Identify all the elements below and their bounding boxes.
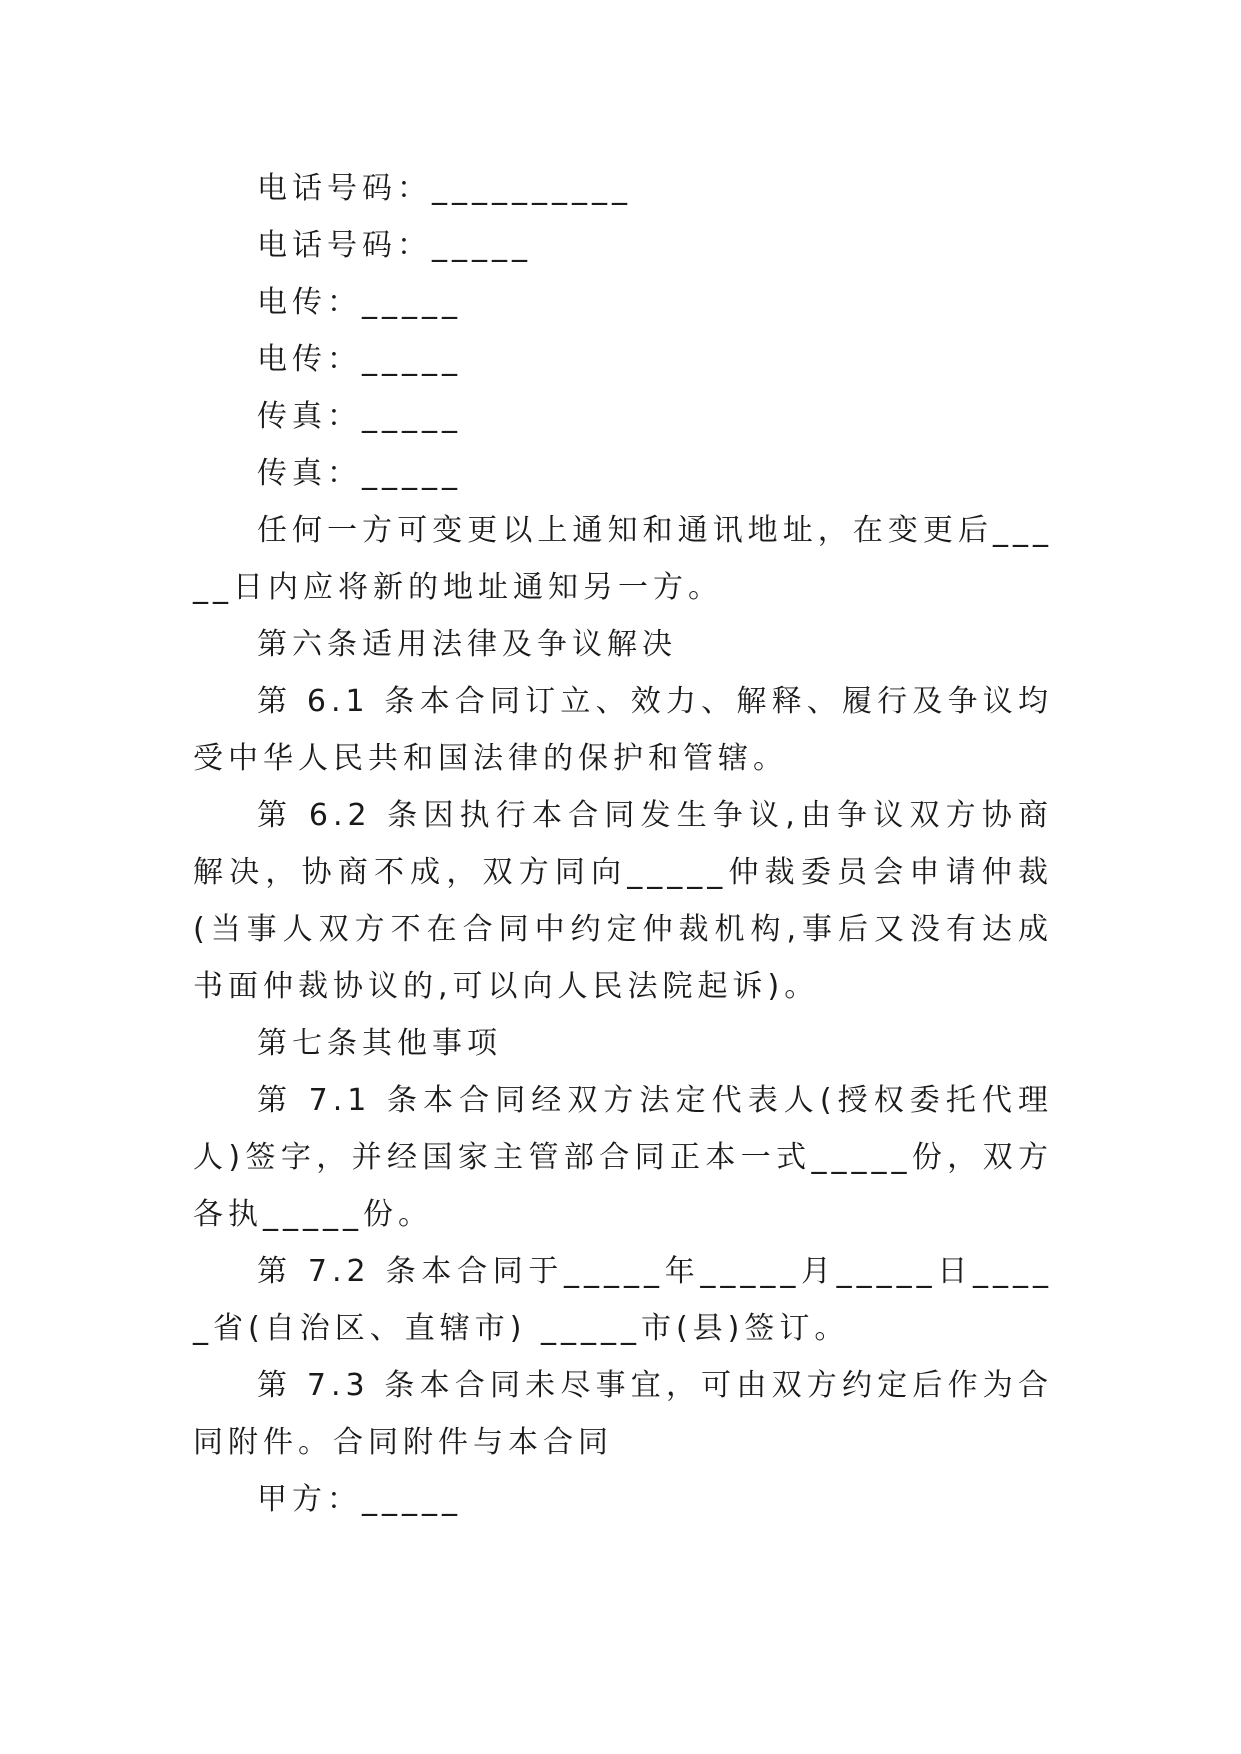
article-7-heading: 第七条其他事项: [257, 1026, 502, 1061]
clause-6-1: 第 6.1 条本合同订立、效力、解释、履行及争议均受中华人民共和国法律的保护和管辖。: [193, 684, 1053, 776]
clause-7-3: 第 7.3 条本合同未尽事宜，可由双方约定后作为合同附件。合同附件与本合同: [193, 1368, 1053, 1460]
phone-number-line: 电话号码：__________: [257, 171, 632, 206]
article-6-heading: 第六条适用法律及争议解决: [257, 627, 677, 662]
clause-7-1: 第 7.1 条本合同经双方法定代表人(授权委托代理人)签字，并经国家主管部合同正本一式_____份，双方各执_____份。: [193, 1083, 1053, 1232]
address-change-paragraph: 任何一方可变更以上通知和通讯地址，在变更后_____日内应将新的地址通知另一方。: [193, 513, 1053, 605]
telex-line: 电传：_____: [257, 342, 462, 377]
telex-line: 电传：_____: [257, 285, 462, 320]
clause-6-2: 第 6.2 条因执行本合同发生争议,由争议双方协商解决，协商不成，双方同向_____仲裁委员会申请仲裁(当事人双方不在合同中约定仲裁机构,事后又没有达成书面仲裁协议的,可以向人民法院起诉)。: [193, 798, 1053, 1004]
party-a-line: 甲方：_____: [257, 1482, 462, 1517]
clause-7-2: 第 7.2 条本合同于_____年_____月_____日_____省(自治区、直辖市) _____市(县)签订。: [193, 1254, 1053, 1346]
fax-line: 传真：_____: [257, 399, 462, 434]
phone-number-line: 电话号码：_____: [257, 228, 532, 263]
fax-line: 传真：_____: [257, 456, 462, 491]
document-body: [193, 160, 1053, 1528]
